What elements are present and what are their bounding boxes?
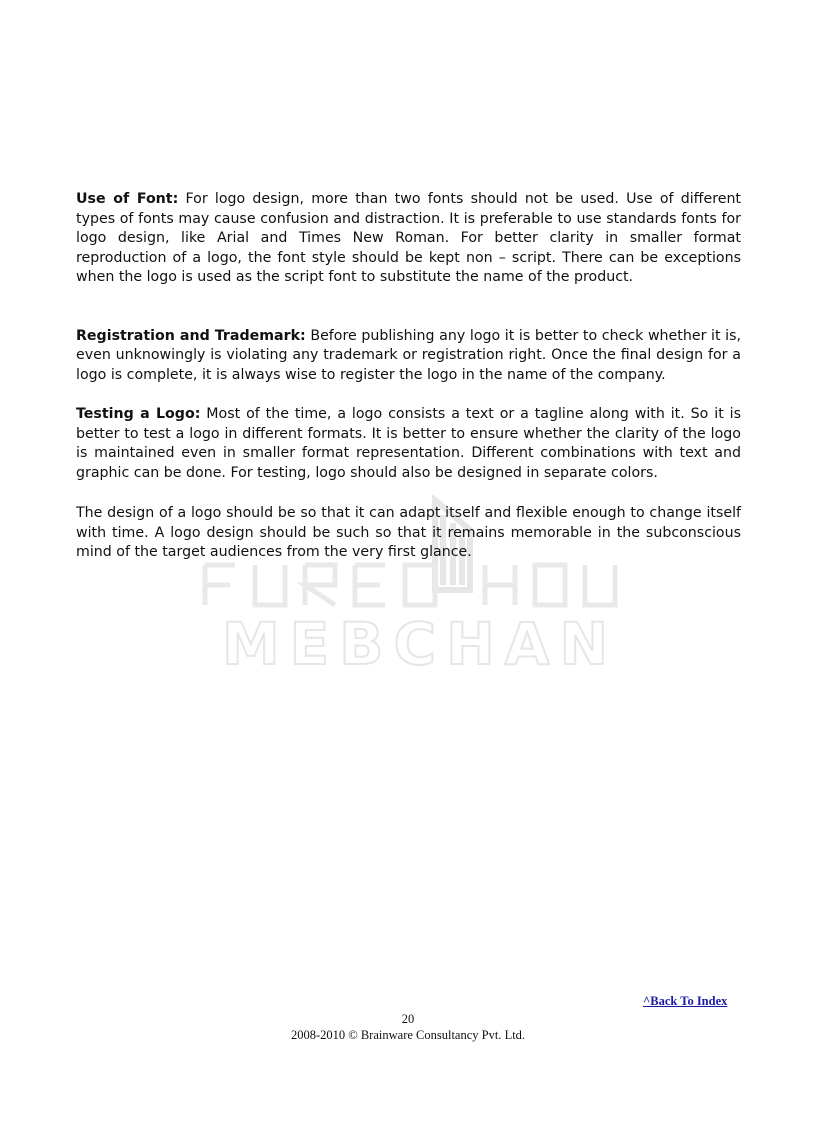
- spacer: [76, 288, 741, 327]
- main-content: [76, 190, 741, 563]
- body-use-of-font: For logo design, more than two fonts should not be used. Use of different types of fonts may cause confusion and distraction. It is preferable to use standards fonts for logo design, like Arial and Times New Roman. For better clarity in smaller format reproduction of a logo, the font style should be kept non – script. There can be exceptions when the logo is used as the script font to substitute the name of the product.: [76, 191, 741, 285]
- paragraph-registration-trademark: [76, 327, 741, 386]
- spacer: [76, 385, 741, 405]
- page-number: 20: [401, 1012, 415, 1026]
- copyright-footer: 2008-2010 © Brainware Consultancy Pvt. Ltd.: [290, 1028, 526, 1042]
- paragraph-closing: The design of a logo should be so that it can adapt itself and flexible enough to change itself with time. A logo design should be such so that it remains memorable in the subconscious mind of the target audiences from the very first glance.: [76, 505, 741, 560]
- watermark-text: MEBCHAN: [221, 610, 619, 678]
- paragraph-testing-a-logo: [76, 405, 741, 483]
- body-testing-a-logo: Most of the time, a logo consists a text or a tagline along with it. So it is better to test a logo in different formats. It is better to ensure whether the clarity of the logo is maintained even in smaller format representation. Different combinations with text and graphic can be done. For testing, logo should also be designed in separate colors.: [76, 406, 741, 481]
- heading-registration-trademark: Registration and Trademark:: [76, 327, 306, 344]
- spacer: [76, 483, 741, 504]
- heading-use-of-font: Use of Font:: [76, 191, 179, 207]
- heading-testing-a-logo: Testing a Logo:: [76, 406, 201, 422]
- paragraph-use-of-font: [76, 190, 741, 288]
- body-registration-trademark: Before publishing any logo it is better to check whether it is, even unknowingly is violating any trademark or registration right. Once the final design for a logo is complete, it is always wise to register the logo in the name of the company.: [76, 327, 741, 383]
- back-to-index-link[interactable]: ^Back To Index: [643, 994, 728, 1008]
